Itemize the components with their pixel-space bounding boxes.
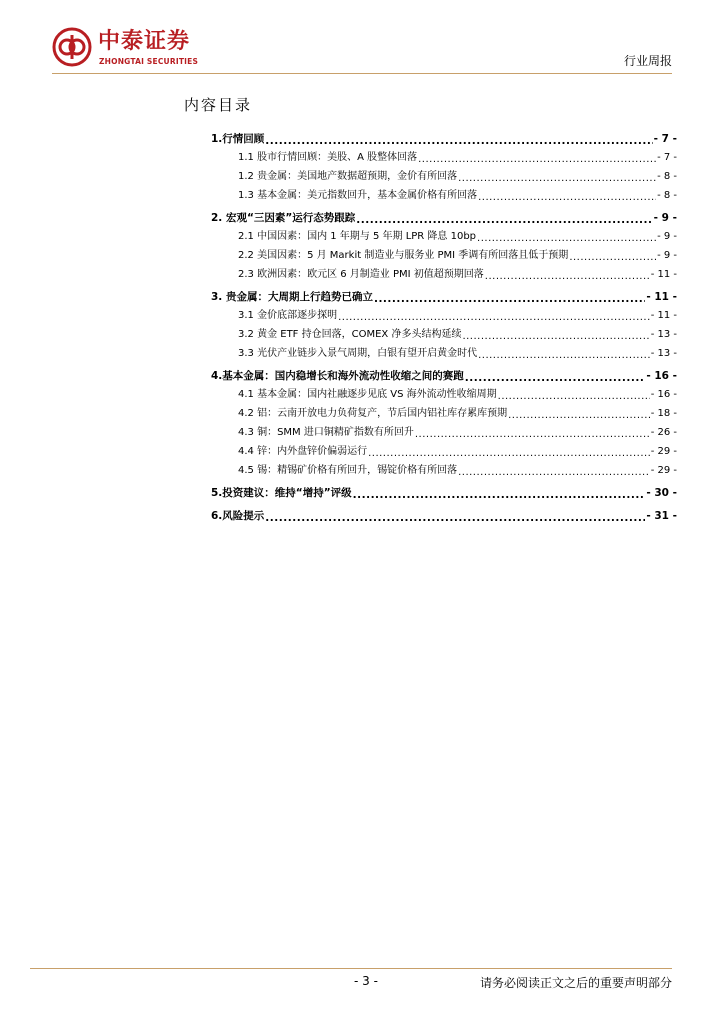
toc-entry-page: - 29 - bbox=[650, 446, 677, 457]
toc-dot-leader bbox=[458, 174, 656, 184]
toc-entry-page: - 26 - bbox=[650, 427, 677, 438]
toc-dot-leader bbox=[265, 513, 645, 523]
toc-entry-label: 5.投资建议：维持“增持”评级 bbox=[211, 487, 352, 499]
toc-dot-leader bbox=[462, 332, 649, 342]
toc-subsection-entry[interactable] bbox=[238, 324, 677, 342]
toc-dot-leader bbox=[477, 234, 656, 244]
toc-dot-leader bbox=[265, 136, 652, 146]
toc-entry-page: - 7 - bbox=[653, 133, 677, 145]
toc-entry-page: - 13 - bbox=[650, 348, 677, 359]
toc-entry-page: - 9 - bbox=[653, 212, 677, 224]
toc-subsection-entry[interactable] bbox=[238, 460, 677, 478]
page-number: - 3 - bbox=[354, 974, 378, 988]
toc-dot-leader bbox=[353, 490, 646, 500]
toc-subsection-entry[interactable] bbox=[238, 343, 677, 361]
toc-entry-label: 2.1 中国因素：国内 1 年期与 5 年期 LPR 降息 10bp bbox=[238, 231, 477, 242]
toc-dot-leader bbox=[478, 351, 650, 361]
footer-disclaimer: 请务必阅读正文之后的重要声明部分 bbox=[479, 976, 672, 990]
toc-entry-page: - 30 - bbox=[646, 487, 677, 499]
logo-name-en: ZHONGTAI SECURITIES bbox=[99, 57, 199, 66]
toc-section-entry[interactable] bbox=[211, 505, 677, 523]
toc-subsection-entry[interactable] bbox=[238, 185, 677, 203]
toc-entry-page: - 9 - bbox=[657, 250, 677, 261]
toc-section-entry[interactable] bbox=[211, 365, 677, 383]
toc-entry-page: - 29 - bbox=[650, 465, 677, 476]
zhongtai-logo-icon bbox=[52, 27, 92, 67]
toc-entry-page: - 31 - bbox=[646, 510, 677, 522]
report-type-label: 行业周报 bbox=[623, 54, 672, 68]
toc-entry-label: 3.2 黄金 ETF 持仓回落，COMEX 净多头结构延续 bbox=[238, 329, 462, 340]
toc-section-entry[interactable] bbox=[211, 482, 677, 500]
toc-entry-label: 1.3 基本金属：美元指数回升，基本金属价格有所回落 bbox=[238, 190, 478, 201]
toc-entry-page: - 11 - bbox=[650, 269, 677, 280]
toc-entry-page: - 7 - bbox=[657, 152, 677, 163]
toc-dot-leader bbox=[418, 155, 656, 165]
toc-entry-page: - 11 - bbox=[646, 291, 677, 303]
toc-section-entry[interactable] bbox=[211, 128, 677, 146]
toc-entry-label: 4.5 锡：精锡矿价格有所回升，锡锭价格有所回落 bbox=[238, 465, 458, 476]
logo-name-cn: 中泰证券 bbox=[98, 29, 191, 54]
toc-entry-page: - 13 - bbox=[650, 329, 677, 340]
toc-entry-label: 3.1 金价底部逐步探明 bbox=[238, 310, 338, 321]
toc-dot-leader bbox=[338, 313, 650, 323]
toc-section-entry[interactable] bbox=[211, 286, 677, 304]
footer-divider bbox=[30, 968, 672, 969]
toc-section-entry[interactable] bbox=[211, 207, 677, 225]
toc-subsection-entry[interactable] bbox=[238, 226, 677, 244]
toc-dot-leader bbox=[569, 253, 656, 263]
toc-dot-leader bbox=[508, 411, 650, 421]
toc-entry-label: 4.1 基本金属：国内社融逐步见底 VS 海外流动性收缩周期 bbox=[238, 389, 497, 400]
toc-subsection-entry[interactable] bbox=[238, 403, 677, 421]
toc-dot-leader bbox=[458, 468, 650, 478]
header-divider bbox=[52, 73, 672, 74]
toc-subsection-entry[interactable] bbox=[238, 147, 677, 165]
toc-entry-page: - 16 - bbox=[650, 389, 677, 400]
toc-subsection-entry[interactable] bbox=[238, 305, 677, 323]
toc-entry-label: 3.3 光伏产业链步入景气周期，白银有望开启黄金时代 bbox=[238, 348, 478, 359]
toc-dot-leader bbox=[498, 392, 650, 402]
toc-dot-leader bbox=[374, 294, 645, 304]
toc-entry-label: 4.3 铜：SMM 进口铜精矿指数有所回升 bbox=[238, 427, 414, 438]
toc-entry-label: 1.1 股市行情回顾：美股、A 股整体回落 bbox=[238, 152, 418, 163]
toc-dot-leader bbox=[478, 193, 656, 203]
toc-entry-page: - 8 - bbox=[657, 190, 677, 201]
toc-dot-leader bbox=[465, 373, 646, 383]
toc-entry-page: - 8 - bbox=[657, 171, 677, 182]
toc-subsection-entry[interactable] bbox=[238, 245, 677, 263]
toc-dot-leader bbox=[368, 449, 650, 459]
toc-subsection-entry[interactable] bbox=[238, 166, 677, 184]
toc-subsection-entry[interactable] bbox=[238, 441, 677, 459]
company-logo bbox=[52, 27, 232, 71]
toc-entry-label: 3. 贵金属：大周期上行趋势已确立 bbox=[211, 291, 373, 303]
toc-entry-page: - 16 - bbox=[646, 370, 677, 382]
toc-title: 内容目录 bbox=[184, 96, 253, 114]
toc-entry-label: 6.风险提示 bbox=[211, 510, 265, 522]
toc-entry-label: 2.2 美国因素：5 月 Markit 制造业与服务业 PMI 季调有所回落且低于预期 bbox=[238, 250, 569, 261]
toc-subsection-entry[interactable] bbox=[238, 422, 677, 440]
toc-entry-label: 4.2 铝：云南开放电力负荷复产，节后国内铝社库存累库预期 bbox=[238, 408, 508, 419]
toc-entry-page: - 18 - bbox=[650, 408, 677, 419]
toc-subsection-entry[interactable] bbox=[238, 384, 677, 402]
toc-dot-leader bbox=[356, 215, 652, 225]
toc-entry-label: 1.行情回顾 bbox=[211, 133, 265, 145]
toc-entry-label: 2. 宏观“三因素”运行态势跟踪 bbox=[211, 212, 356, 224]
toc-entry-label: 1.2 贵金属：美国地产数据超预期，金价有所回落 bbox=[238, 171, 458, 182]
toc-entry-label: 4.4 锌：内外盘锌价偏弱运行 bbox=[238, 446, 368, 457]
toc-subsection-entry[interactable] bbox=[238, 264, 677, 282]
toc-entry-label: 2.3 欧洲因素：欧元区 6 月制造业 PMI 初值超预期回落 bbox=[238, 269, 484, 280]
toc-entry-page: - 9 - bbox=[657, 231, 677, 242]
toc-entry-page: - 11 - bbox=[650, 310, 677, 321]
toc-dot-leader bbox=[415, 430, 650, 440]
toc-entry-label: 4.基本金属：国内稳增长和海外流动性收缩之间的赛跑 bbox=[211, 370, 464, 382]
toc-dot-leader bbox=[485, 272, 650, 282]
